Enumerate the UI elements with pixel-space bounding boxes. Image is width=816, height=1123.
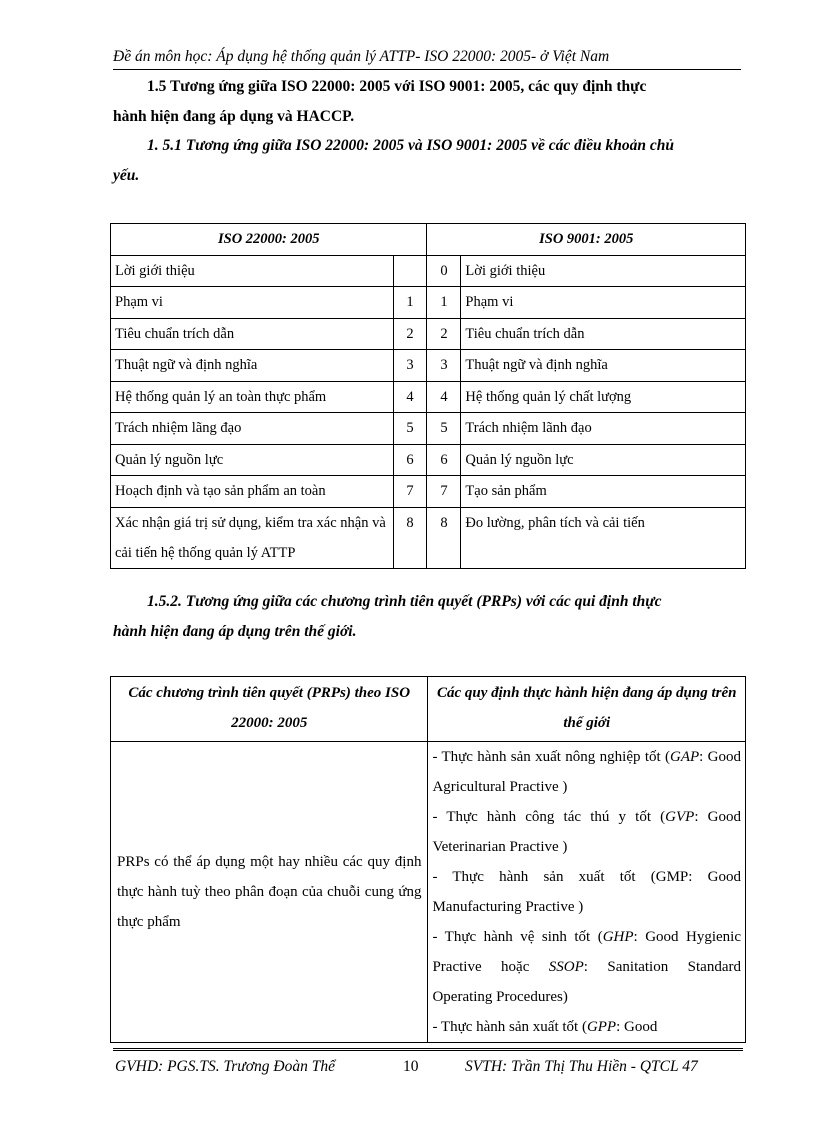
clause-22000-number: 1 (393, 287, 427, 319)
table-row (111, 381, 746, 413)
clause-22000: Phạm vi (111, 287, 394, 319)
table-row (111, 413, 746, 445)
page-footer (113, 1048, 743, 1077)
practice-gvp: - Thực hành công tác thú y tốt (GVP: Good Veterinarian Practive ) (432, 809, 741, 855)
clause-9001-number: 4 (427, 381, 461, 413)
clause-9001: Trách nhiệm lãnh đạo (461, 413, 746, 445)
clause-9001: Đo lường, phân tích và cải tiến (461, 507, 746, 568)
footer-student: SVTH: Trần Thị Thu Hiền - QTCL 47 (465, 1058, 698, 1075)
header-iso-9001: ISO 9001: 2005 (427, 224, 746, 256)
clause-22000-number: 5 (393, 413, 427, 445)
clause-9001-number: 8 (427, 507, 461, 568)
running-title: Đề án môn học: Áp dụng hệ thống quản lý ATTP- ISO 22000: 2005- ở Việt Nam (113, 48, 610, 65)
running-header (113, 47, 741, 70)
table-row (111, 742, 746, 1043)
footer-advisor: GVHD: PGS.TS. Trương Đoàn Thể (115, 1058, 335, 1075)
clause-22000-number: 3 (393, 350, 427, 382)
practice-gap: - Thực hành sản xuất nông nghiệp tốt (GAP: Good Agricultural Practive ) (432, 749, 741, 795)
clause-9001-number: 6 (427, 444, 461, 476)
header-prps: Các chương trình tiên quyết (PRPs) theo ISO 22000: 2005 (111, 677, 428, 742)
clause-9001-number: 3 (427, 350, 461, 382)
clause-22000: Tiêu chuẩn trích dẫn (111, 318, 394, 350)
clause-9001: Quản lý nguồn lực (461, 444, 746, 476)
table-header-row (111, 677, 746, 742)
table-row (111, 476, 746, 508)
page-number: 10 (403, 1058, 419, 1075)
clause-22000-number: 4 (393, 381, 427, 413)
prp-practices-table (110, 676, 746, 1043)
clause-9001: Thuật ngữ và định nghĩa (461, 350, 746, 382)
header-practices: Các quy định thực hành hiện đang áp dụng trên thế giới (428, 677, 746, 742)
section-1-5-1-title: 1. 5.1 Tương ứng giữa ISO 22000: 2005 và ISO 9001: 2005 về các điều khoản chủ yếu. (113, 137, 675, 184)
table-row (111, 255, 746, 287)
clause-22000-number: 7 (393, 476, 427, 508)
section-1-5-title: 1.5 Tương ứng giữa ISO 22000: 2005 với ISO 9001: 2005, các quy định thực hành hiện đang áp dụng và HACCP. (113, 78, 647, 125)
clause-9001-number: 0 (427, 255, 461, 287)
clause-9001-number: 5 (427, 413, 461, 445)
section-1-5-2-title: 1.5.2. Tương ứng giữa các chương trình tiên quyết (PRPs) với các qui định thực hành hiện đang áp dụng trên thế giới. (113, 593, 662, 640)
clause-22000: Xác nhận giá trị sử dụng, kiểm tra xác nhận và cải tiến hệ thống quản lý ATTP (111, 507, 394, 568)
prp-description: PRPs có thể áp dụng một hay nhiều các quy định thực hành tuỳ theo phân đoạn của chuỗi cung ứng thực phẩm (111, 742, 428, 1043)
practice-gmp: - Thực hành sản xuất tốt (GMP: Good Manufacturing Practive ) (432, 869, 741, 915)
clause-9001: Hệ thống quản lý chất lượng (461, 381, 746, 413)
clause-22000: Hệ thống quản lý an toàn thực phẩm (111, 381, 394, 413)
clause-9001: Phạm vi (461, 287, 746, 319)
table-row (111, 287, 746, 319)
clause-22000-number: 8 (393, 507, 427, 568)
table-row (111, 318, 746, 350)
table-row (111, 444, 746, 476)
practice-list (428, 742, 746, 1043)
clause-22000: Quản lý nguồn lực (111, 444, 394, 476)
clause-22000: Lời giới thiệu (111, 255, 394, 287)
clause-22000-number (393, 255, 427, 287)
clause-22000: Trách nhiệm lãng đạo (111, 413, 394, 445)
clause-22000-number: 2 (393, 318, 427, 350)
clause-22000: Thuật ngữ và định nghĩa (111, 350, 394, 382)
table-row (111, 350, 746, 382)
header-iso-22000: ISO 22000: 2005 (111, 224, 427, 256)
clause-9001-number: 2 (427, 318, 461, 350)
clause-22000: Hoạch định và tạo sản phẩm an toàn (111, 476, 394, 508)
clause-9001-number: 1 (427, 287, 461, 319)
practice-ghp: - Thực hành vệ sinh tốt (GHP: Good Hygienic Practive hoặc SSOP: Sanitation Standard Operating Procedures) (432, 929, 742, 1005)
practice-gpp: - Thực hành sản xuất tốt (GPP: Good (432, 1019, 658, 1035)
clause-9001: Tạo sản phẩm (461, 476, 746, 508)
table-header-row (111, 224, 746, 256)
table-row (111, 507, 746, 568)
clause-22000-number: 6 (393, 444, 427, 476)
clause-9001: Lời giới thiệu (461, 255, 746, 287)
clause-9001: Tiêu chuẩn trích dẫn (461, 318, 746, 350)
iso-correspondence-table (110, 223, 746, 569)
clause-9001-number: 7 (427, 476, 461, 508)
